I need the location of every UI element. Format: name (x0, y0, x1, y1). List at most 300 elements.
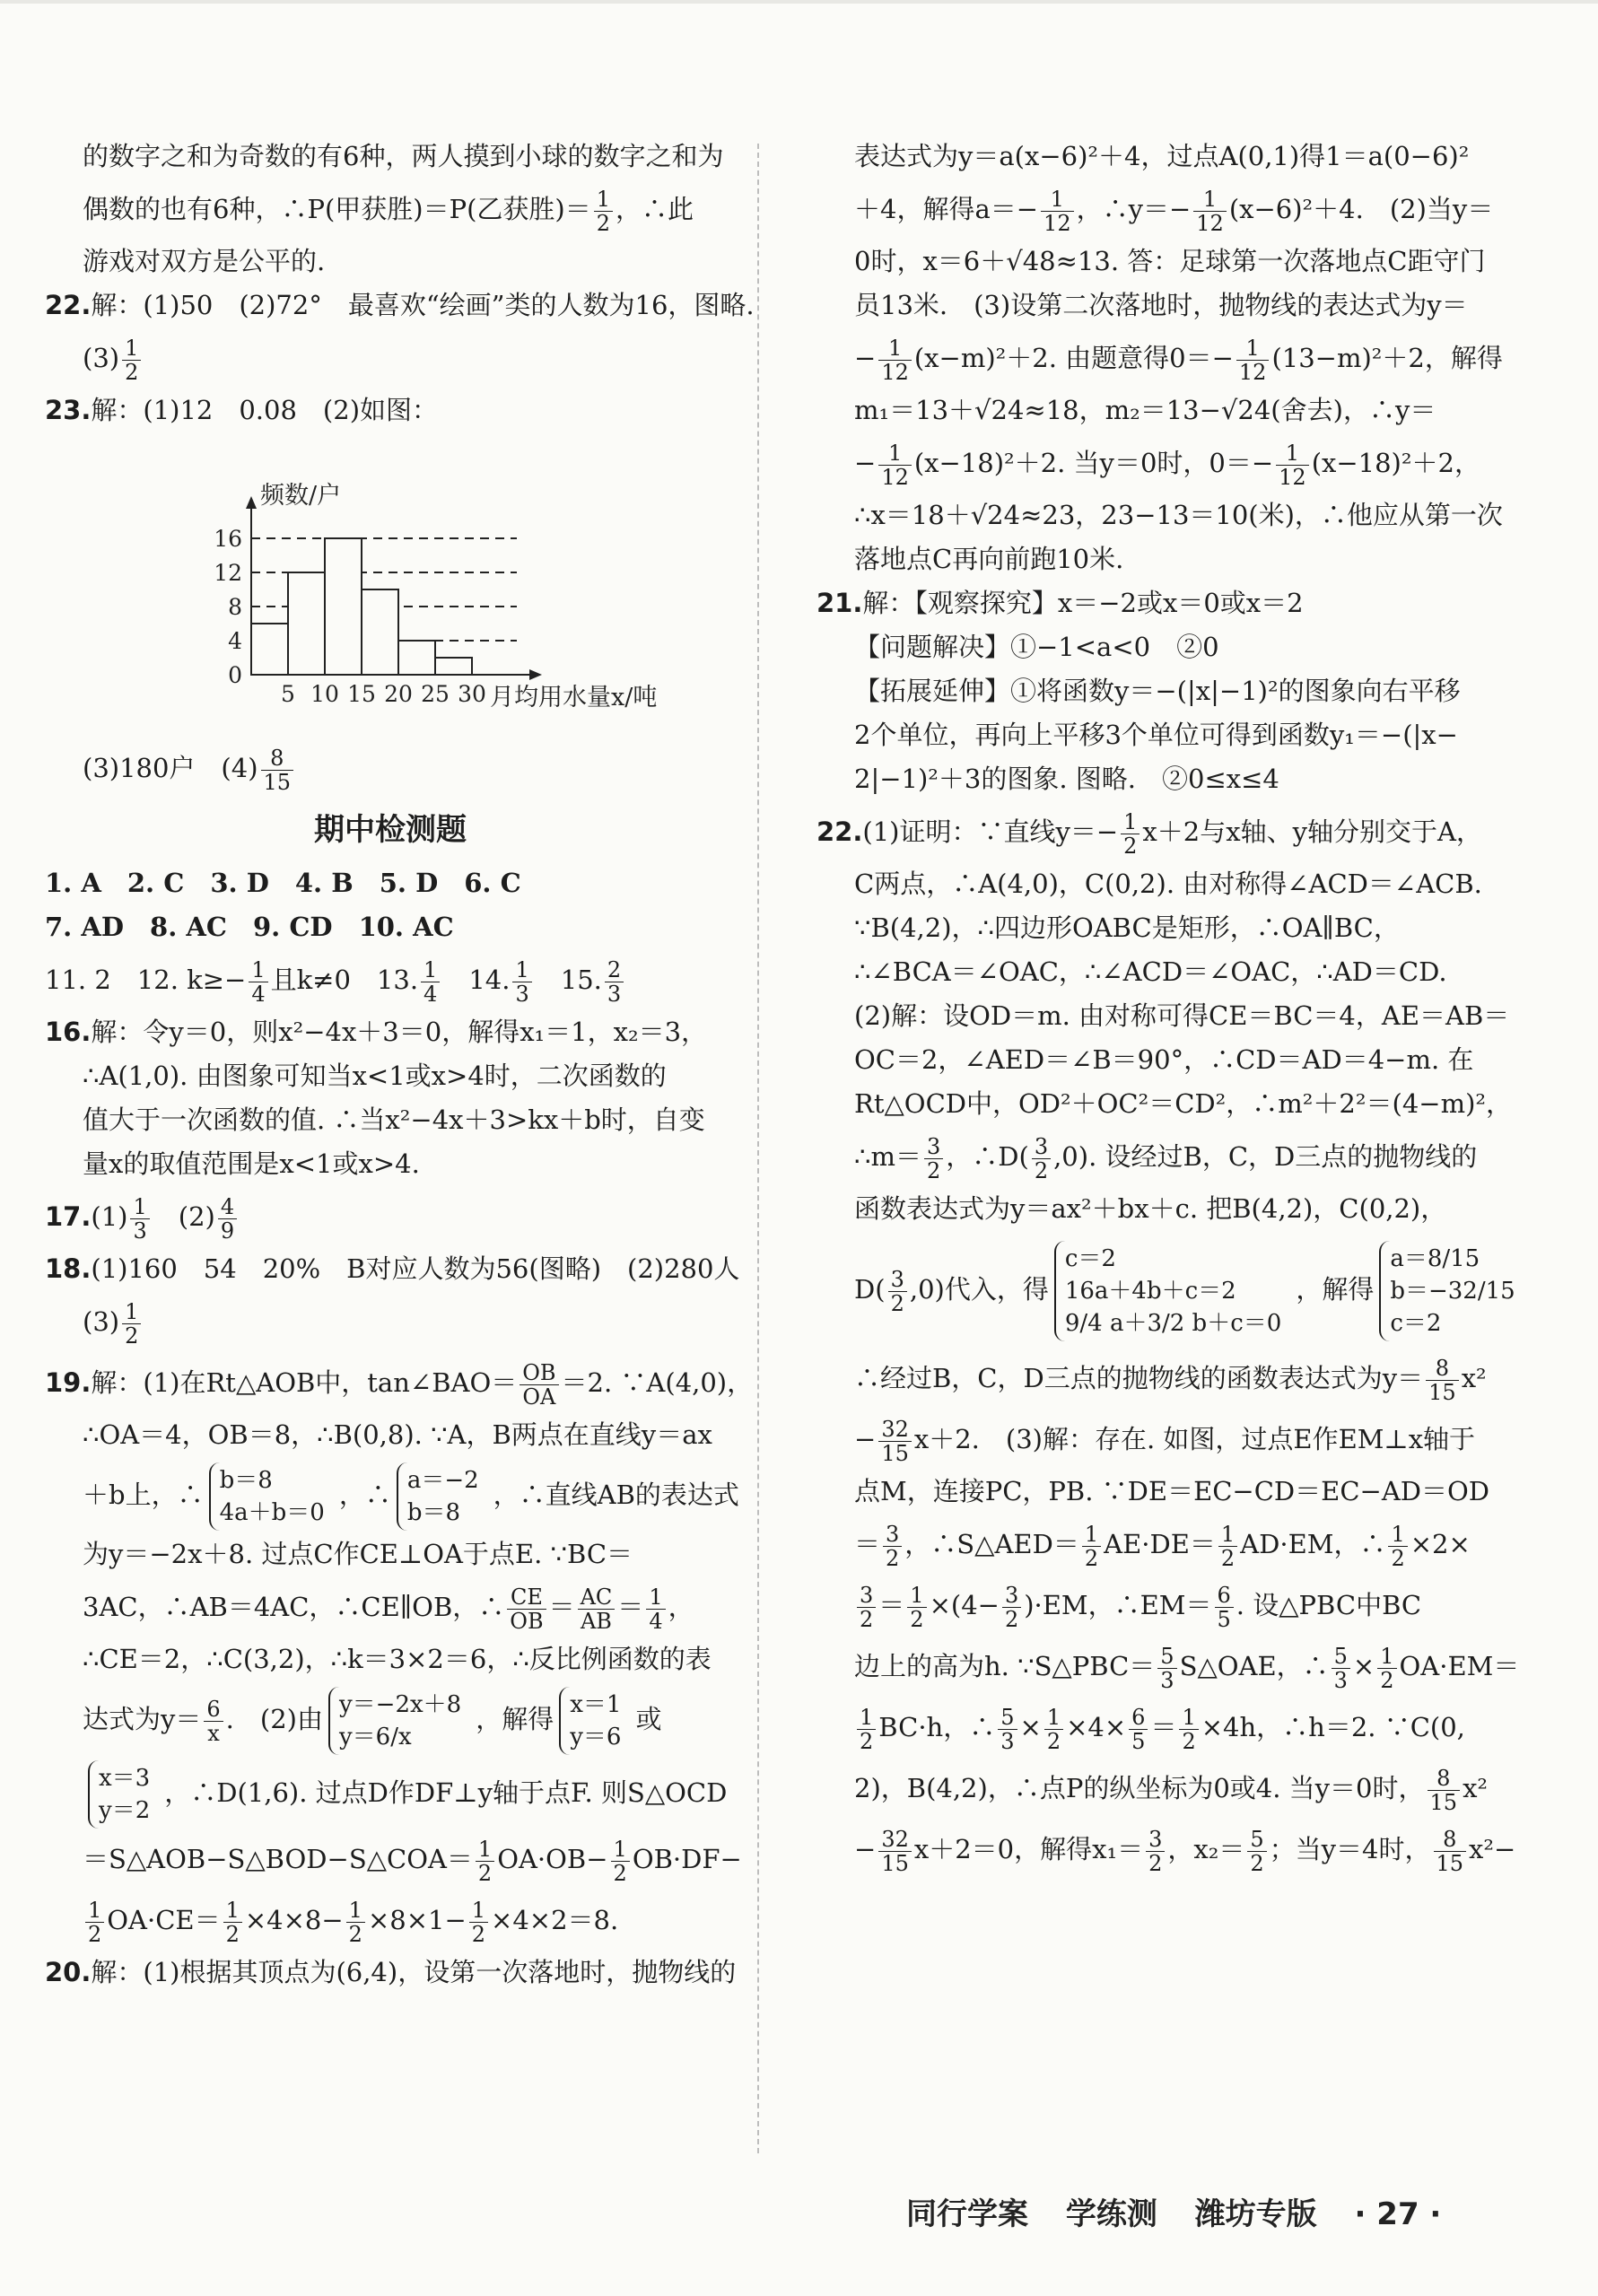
fraction (605, 958, 624, 1006)
equation: a＝8/15 (1390, 1245, 1480, 1272)
numerator: 1 (857, 1706, 876, 1730)
fraction (218, 1195, 237, 1243)
text: (13−m)²＋2，解得 (1271, 343, 1503, 373)
histogram-bar (325, 538, 362, 675)
text: ，∴此 (616, 194, 694, 224)
text: ×4× (1066, 1712, 1127, 1742)
fraction (1276, 441, 1309, 489)
fraction (1157, 1645, 1176, 1692)
denominator: 12 (881, 359, 909, 385)
numerator: 3 (857, 1584, 876, 1608)
numerator: 1 (130, 1195, 149, 1219)
y-tick-label: 12 (214, 560, 242, 586)
question-17 (45, 1186, 736, 1247)
numerator: 1 (878, 441, 912, 466)
denominator: 2 (886, 1545, 900, 1571)
text: 解：(1)50 (2)72° 最喜欢“绘画”类的人数为16，图略. (91, 290, 755, 320)
text: ；当y＝4时， (1269, 1834, 1431, 1864)
text: ，∴S△AED＝ (904, 1529, 1079, 1559)
text-line: 量x的取值范围是x<1或x>4. (83, 1148, 420, 1179)
text-line (816, 1348, 1487, 1409)
text: ×8×1− (367, 1905, 467, 1935)
fraction (1426, 1357, 1459, 1404)
text-line (45, 1457, 739, 1532)
equation: b＝−32/15 (1390, 1278, 1515, 1305)
fraction (1434, 1828, 1467, 1875)
numerator: 1 (1179, 1706, 1198, 1730)
text: ，解得 (476, 1704, 554, 1734)
text: . 设△PBC中BC (1236, 1590, 1422, 1620)
fraction (421, 958, 440, 1006)
numerator: 1 (512, 958, 531, 982)
text-line (45, 1291, 736, 1352)
text: OA·OB− (497, 1844, 608, 1874)
fraction (1193, 188, 1227, 235)
x-tick-label: 20 (384, 681, 413, 707)
question-16 (45, 1010, 736, 1054)
numerator: 1 (223, 1899, 242, 1923)
text: (x−m)²＋2. 由题意得0＝− (913, 343, 1234, 373)
text: x²− (1469, 1834, 1516, 1864)
text: ，∴y＝− (1076, 194, 1192, 224)
text-line (816, 1697, 1471, 1758)
equation: 4a＋b＝0 (219, 1499, 325, 1526)
text-line (45, 135, 736, 179)
question-18 (45, 1247, 740, 1291)
text: − (854, 1424, 877, 1454)
equation: 9/4 a＋3/2 b＋c＝0 (1064, 1310, 1282, 1337)
numerator: 1 (1377, 1645, 1396, 1669)
fraction (1121, 810, 1140, 858)
denominator: 15 (1429, 1789, 1458, 1815)
denominator: 2 (926, 1157, 941, 1183)
text-line (816, 1231, 1515, 1348)
x-axis-arrow (529, 669, 542, 680)
denominator: 3 (1000, 1728, 1015, 1754)
text: (3) (83, 1306, 120, 1337)
text-line (45, 738, 736, 799)
denominator: 2 (890, 1290, 904, 1316)
equation-system (1054, 1241, 1290, 1341)
y-axis-arrow (246, 496, 257, 509)
denominator: 2 (1250, 1850, 1264, 1876)
text-line (816, 1514, 1471, 1575)
text-line: 员13米. (3)设第二次落地时，抛物线的表达式为y＝ (854, 290, 1468, 320)
question-number: 17. (45, 1201, 92, 1232)
fraction (1332, 1645, 1350, 1692)
denominator: 2 (225, 1921, 240, 1947)
text: ＋4，解得a＝− (854, 194, 1039, 224)
text-line: 函数表达式为y＝ax²＋bx＋c. 把B(4,2)，C(0,2)， (854, 1193, 1447, 1224)
question-number: 19. (45, 1367, 92, 1398)
text: ，∴直线AB的表达式 (493, 1480, 739, 1510)
numerator: AC (578, 1585, 616, 1610)
fraction (1388, 1523, 1407, 1570)
text: (1) (91, 1201, 128, 1232)
fraction (1236, 336, 1270, 384)
fraction (857, 1706, 876, 1753)
numerator: 5 (1157, 1645, 1176, 1669)
denominator: 15 (881, 1850, 909, 1876)
text: ，x₂＝ (1167, 1834, 1245, 1864)
denominator: 2 (348, 1921, 362, 1947)
text-line (816, 432, 1480, 493)
fraction (122, 336, 141, 384)
denominator: AB (580, 1608, 612, 1634)
equation: a＝−2 (406, 1467, 479, 1494)
fraction (878, 441, 912, 489)
y-tick-label: 16 (214, 526, 242, 552)
text: 14. (468, 965, 511, 995)
x-tick-label: 25 (421, 681, 450, 707)
numerator: 1 (249, 958, 267, 982)
numerator: 3 (883, 1523, 902, 1547)
text: ×4×8− (244, 1905, 344, 1935)
fraction (476, 1838, 494, 1885)
fraction (611, 1838, 630, 1885)
text: 15. (560, 965, 602, 995)
denominator: 2 (1391, 1545, 1405, 1571)
y-tick-label: 8 (228, 594, 242, 620)
numerator: 1 (122, 1300, 141, 1324)
numerator: 8 (1428, 1767, 1461, 1791)
text: 11. 2 12. k≥− (45, 965, 247, 995)
text-line: ∴CE＝2，∴C(3,2)，∴k＝3×2＝6，∴反比例函数的表 (83, 1644, 712, 1674)
denominator: 12 (881, 464, 909, 490)
text: (x−6)²＋4. (2)当y＝ (1228, 194, 1494, 224)
text: ＝2. ∵A(4,0)， (561, 1367, 754, 1398)
question-number: 22. (816, 816, 863, 847)
fraction (223, 1899, 242, 1946)
equation: 16a＋4b＋c＝2 (1064, 1278, 1236, 1305)
fraction (1041, 188, 1074, 235)
page-footer (906, 2189, 1441, 2233)
text-line: 0时，x＝6＋√48≈13. 答：足球第一次落地点C距守门 (854, 246, 1486, 276)
question-20 (45, 1951, 736, 1995)
equation: b＝8 (219, 1467, 273, 1494)
fraction (998, 1706, 1017, 1753)
fraction (594, 188, 613, 235)
text-line: Rt△OCD中，OD²＋OC²＝CD²，∴m²＋2²＝(4−m)²， (854, 1088, 1513, 1119)
x-tick-label: 30 (458, 681, 486, 707)
fraction (512, 958, 531, 1006)
numerator: 32 (878, 1418, 912, 1442)
equation: x＝3 (99, 1765, 151, 1792)
fraction (1218, 1523, 1237, 1570)
text-line (816, 327, 1503, 388)
numerator: 1 (611, 1838, 630, 1862)
histogram-bar (288, 572, 325, 675)
denominator: 5 (1217, 1606, 1231, 1632)
fraction (249, 958, 267, 1006)
text: 边上的高为h. ∵S△PBC＝ (854, 1651, 1156, 1681)
numerator: 1 (122, 336, 141, 361)
histogram-container (179, 432, 736, 738)
fraction (878, 1828, 912, 1875)
footer-series: 学练测 (1065, 2196, 1157, 2232)
denominator: 3 (1160, 1667, 1174, 1693)
x-tick-label: 10 (310, 681, 339, 707)
numerator: 1 (1236, 336, 1270, 361)
fraction (1129, 1706, 1148, 1753)
text-line: 落地点C再向前跑10米. (854, 544, 1124, 574)
numerator: 1 (907, 1584, 926, 1608)
question-number: 21. (816, 588, 863, 618)
text-line (45, 1829, 742, 1890)
text: ×2× (1410, 1529, 1471, 1559)
fraction (122, 1300, 141, 1348)
fraction (924, 1135, 943, 1183)
equation-system (88, 1760, 159, 1829)
fraction (907, 1584, 926, 1631)
numerator: 1 (594, 188, 613, 212)
equation: y＝6 (570, 1724, 622, 1750)
text: . (2)由 (225, 1704, 323, 1734)
equation: x＝1 (570, 1691, 622, 1718)
text-line (45, 327, 736, 388)
text: x＋2. (3)解：存在. 如图，过点E作EM⊥x轴于 (913, 1424, 1476, 1454)
denominator: 2 (860, 1606, 874, 1632)
text-line: (2)解：设OD＝m. 由对称可得CE＝BC＝4，AE＝AB＝ (854, 1000, 1510, 1031)
text-line: 2个单位，再向上平移3个单位可得到函数y₁＝−(|x− (854, 720, 1458, 750)
text: )·EM，∴EM＝ (1024, 1590, 1212, 1620)
text: (1)160 54 20% B对应人数为56(图略) (2)280人 (91, 1253, 740, 1284)
histogram-bar (398, 641, 435, 675)
text: BC·h，∴ (878, 1712, 996, 1742)
denominator: 2 (477, 1860, 493, 1886)
y-tick-label: 4 (228, 628, 242, 654)
denominator: 3 (607, 981, 622, 1007)
denominator: OA (522, 1384, 556, 1410)
numerator: 3 (1032, 1135, 1051, 1159)
text-line (816, 1758, 1489, 1819)
text-line: 3AC，∴AB＝4AC，∴CE∥OB，∴ $\frac{CE}{OB}$ ＝ $\frac{AC}{AB}$ ＝ $\frac{1}{4}$ ， (83, 1584, 694, 1634)
text: × (1019, 1712, 1042, 1742)
fraction (888, 1268, 907, 1315)
numerator: 1 (1041, 188, 1074, 212)
text: ＝S△AOB−S△BOD−S△COA＝ (83, 1844, 473, 1874)
denominator: 4 (649, 1608, 663, 1634)
histogram-bar (362, 589, 398, 675)
numerator: 3 (1002, 1584, 1021, 1608)
numerator: 3 (1146, 1828, 1165, 1852)
text: OB·DF− (632, 1844, 742, 1874)
denominator: 2 (88, 1921, 102, 1947)
numerator: 3 (888, 1268, 907, 1292)
footer-edition: 潍坊专版 (1194, 2196, 1317, 2232)
text: ＋b上，∴ (83, 1480, 204, 1510)
fraction (883, 1523, 902, 1570)
text-line (45, 1681, 736, 1757)
text-line: 表达式为y＝a(x−6)²＋4，过点A(0,1)得1＝a(0−6)² (854, 141, 1470, 171)
text: 解：【观察探究】x＝−2或x＝0或x＝2 (862, 588, 1304, 618)
denominator: 2 (1123, 833, 1138, 859)
numerator: 6 (1215, 1584, 1234, 1608)
denominator: 2 (613, 1860, 627, 1886)
histogram-bar (251, 624, 288, 675)
text: 解：令y＝0，则x²−4x＋3＝0，解得x₁＝1，x₂＝3， (91, 1017, 708, 1047)
text-line: ∴∠BCA＝∠OAC，∴∠ACD＝∠OAC，∴AD＝CD. (854, 956, 1447, 987)
fraction (1146, 1828, 1165, 1875)
text: ， (668, 1592, 694, 1622)
equation-system (397, 1462, 488, 1531)
text: (3) (83, 343, 120, 373)
fraction (878, 336, 912, 384)
answers-row (45, 949, 736, 1010)
text: ＝ (878, 1590, 905, 1620)
question-21 (816, 581, 1471, 625)
numerator: 1 (85, 1899, 104, 1923)
text: 达式为y＝ (83, 1704, 202, 1734)
denominator: 2 (1148, 1850, 1163, 1876)
numerator: 32 (878, 1828, 912, 1852)
fraction (520, 1361, 558, 1409)
fraction (1032, 1135, 1051, 1183)
text-line (45, 1757, 736, 1829)
text: − (854, 1834, 877, 1864)
text: 解：(1)12 0.08 (2)如图： (91, 395, 439, 425)
question-number: 18. (45, 1253, 92, 1284)
numerator: CE (507, 1585, 546, 1610)
text-line: ∵B(4,2)，∴四边形OABC是矩形，∴OA∥BC， (854, 912, 1400, 943)
fraction (578, 1585, 616, 1633)
denominator: 5 (1131, 1728, 1146, 1754)
text-line (816, 1126, 1478, 1187)
text: ，解得 (1296, 1274, 1375, 1305)
equation-system (1379, 1241, 1524, 1341)
text: x² (1463, 1773, 1489, 1803)
text-line (816, 1575, 1471, 1636)
text: ，∴ (338, 1480, 391, 1510)
text-line: 2|−1)²＋3的图象. 图略. ②0≤x≤4 (854, 764, 1279, 794)
text: 或 (635, 1704, 662, 1734)
numerator: 5 (998, 1706, 1017, 1730)
text-line: 值大于一次函数的值. ∴当x²−4x＋3>kx＋b时，自变 (83, 1104, 705, 1135)
text-line: ∴A(1,0). 由图象可知当x<1或x>4时，二次函数的 (83, 1061, 667, 1091)
numerator: 1 (1193, 188, 1227, 212)
equation: c＝2 (1390, 1310, 1442, 1337)
page-top-rule (0, 0, 1598, 4)
question-number: 20. (45, 1957, 92, 1987)
text: 偶数的也有6种，∴P(甲获胜)＝P(乙获胜)＝ (83, 194, 591, 224)
denominator: 15 (1436, 1850, 1464, 1876)
text: (x−18)²＋2， (1311, 448, 1480, 478)
denominator: 2 (125, 359, 139, 385)
fraction (204, 1698, 223, 1745)
denominator: 12 (1238, 359, 1267, 385)
histogram-bar (435, 658, 472, 675)
equation-system (559, 1687, 630, 1755)
denominator: 2 (1380, 1667, 1394, 1693)
text-line: 【问题解决】①−1<a<0 ②0 (854, 632, 1219, 662)
denominator: 2 (1182, 1728, 1196, 1754)
numerator: 5 (1332, 1645, 1350, 1669)
text: (2) (178, 1201, 215, 1232)
text: 游戏对双方是公平的. (83, 246, 326, 276)
fraction (1179, 1706, 1198, 1753)
text: ∴m＝ (854, 1141, 921, 1172)
section-title: 期中检测题 (314, 812, 467, 848)
question-number: 16. (45, 1017, 92, 1047)
text: (1)证明：∵直线y＝− (862, 816, 1119, 847)
denominator: 12 (1279, 464, 1306, 490)
fraction (1002, 1584, 1021, 1631)
numerator: 2 (605, 958, 624, 982)
question-22 (45, 284, 755, 327)
text: (x−18)²＋2. 当y＝0时，0＝− (913, 448, 1274, 478)
denominator: 3 (133, 1218, 147, 1244)
question-number: 23. (45, 395, 92, 425)
numerator: 1 (1218, 1523, 1237, 1547)
denominator: 2 (1084, 1545, 1099, 1571)
denominator: 2 (1046, 1728, 1061, 1754)
denominator: 15 (881, 1440, 909, 1466)
text: 解：(1)在Rt△AOB中，tan∠BAO＝ (91, 1367, 518, 1398)
text: 3AC，∴AB＝4AC，∴CE∥OB，∴ (83, 1592, 505, 1622)
text: S△OAE，∴ (1179, 1651, 1329, 1681)
numerator: 8 (261, 746, 294, 771)
fraction (1247, 1828, 1266, 1875)
text-line: OC＝2，∠AED＝∠B＝90°，∴CD＝AD＝4−m. 在 (854, 1044, 1474, 1075)
text-line (45, 1890, 736, 1951)
numerator: 1 (646, 1585, 665, 1610)
numerator: 5 (1247, 1828, 1266, 1852)
denominator: 3 (1333, 1667, 1348, 1693)
numerator: 3 (924, 1135, 943, 1159)
denominator: 2 (1004, 1606, 1019, 1632)
text-line (816, 1636, 1520, 1697)
question-number: 22. (45, 290, 92, 320)
denominator: 2 (860, 1728, 874, 1754)
numerator: 6 (1129, 1706, 1148, 1730)
column-divider (757, 144, 759, 2153)
fraction (1215, 1584, 1234, 1631)
denominator: 15 (1428, 1379, 1456, 1405)
histogram-chart (179, 432, 718, 738)
text: ＝ (854, 1529, 881, 1559)
y-tick-label: 0 (228, 662, 242, 688)
denominator: 2 (471, 1921, 486, 1947)
text-line: 为y＝−2x＋8. 过点C作CE⊥OA于点E. ∵BC＝ (83, 1539, 633, 1569)
denominator: 4 (424, 981, 438, 1007)
answers-row: 1. A 2. C 3. D 4. B 5. D 6. C (45, 868, 521, 898)
left-column (45, 135, 755, 1995)
numerator: 1 (1276, 441, 1309, 466)
numerator: 8 (1426, 1357, 1459, 1381)
text: (3)180户 (4) (83, 753, 258, 783)
x-axis-label: 月均用水量x/吨 (490, 684, 658, 711)
fraction (130, 1195, 149, 1243)
equation: c＝2 (1064, 1245, 1116, 1272)
denominator: OB (510, 1608, 544, 1634)
text: OA·CE＝ (107, 1905, 221, 1935)
x-tick-label: 5 (281, 681, 295, 707)
text-line: 【拓展延伸】①将函数y＝−(|x|−1)²的图象向右平移 (854, 676, 1461, 706)
footer-brand: 同行学案 (906, 2196, 1028, 2232)
text: ，∴D( (946, 1141, 1029, 1172)
text: − (854, 343, 877, 373)
text-line (816, 1409, 1476, 1470)
equation: y＝6/x (338, 1724, 412, 1750)
text: OA·EM＝ (1399, 1651, 1520, 1681)
text-line (45, 240, 736, 284)
text: x² (1461, 1363, 1487, 1393)
denominator: 2 (596, 210, 611, 236)
text: 2)，B(4,2)，∴点P的纵坐标为0或4. 当y＝0时， (854, 1773, 1425, 1803)
numerator: 8 (1434, 1828, 1467, 1852)
text-line (816, 179, 1494, 240)
denominator: x (207, 1720, 220, 1746)
